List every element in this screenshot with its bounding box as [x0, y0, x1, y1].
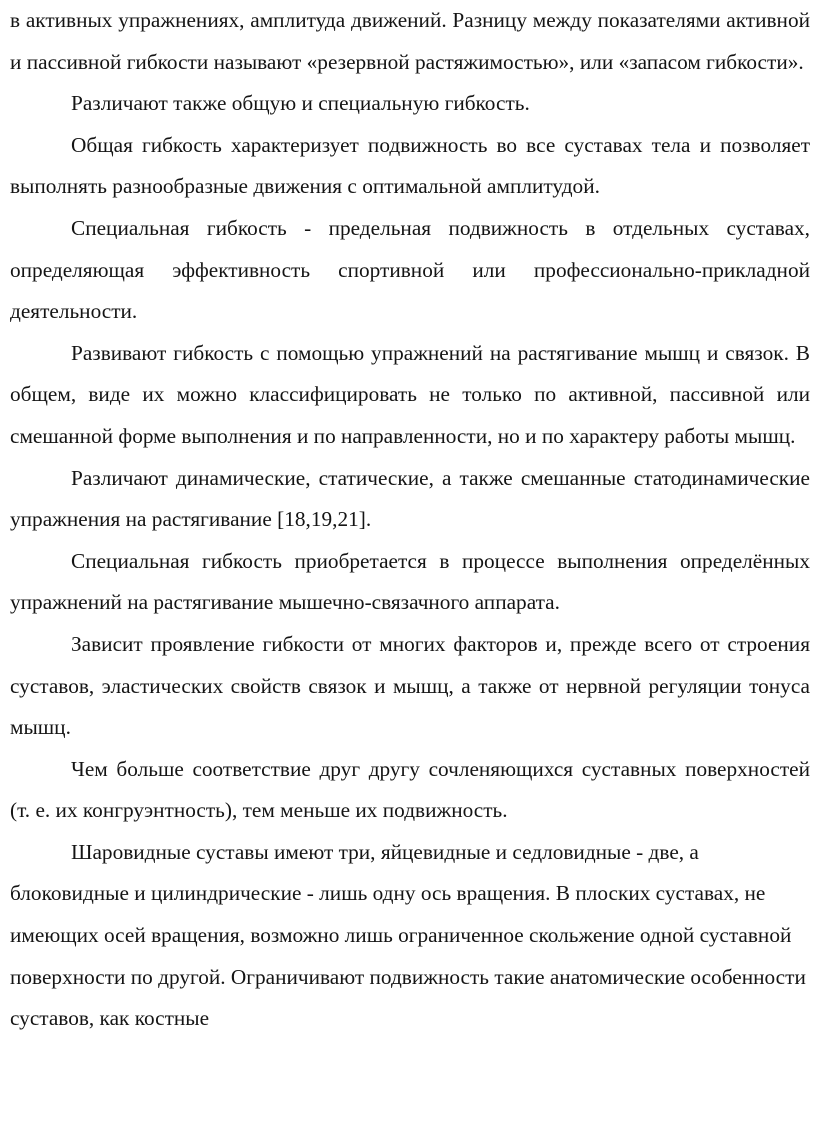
paragraph-joint-types: Шаровидные суставы имеют три, яйцевидные и седловидные - две, а блоковидные и цилиндрические - лишь одну ось вращения. В плоских суставах, не имеющих осей вращения, возможно лишь ограниченное скольжение одной суставной поверхности по другой. Ограничивают подвижность такие анатомические особенности суставов, как костные	[10, 839, 806, 1031]
paragraph-general-flexibility: Общая гибкость характеризует подвижность во все суставах тела и позволяет выполнять разнообразные движения с оптимальной амплитудой.	[10, 132, 810, 199]
paragraph-special-flexibility: Специальная гибкость - предельная подвижность в отдельных суставах, определяющая эффективность спортивной или профессионально-прикладной деятельности.	[10, 215, 810, 324]
paragraph-stretching-exercises: Развивают гибкость с помощью упражнений на растягивание мышц и связок. В общем, виде их можно классифицировать не только по активной, пассивной или смешанной форме выполнения и по направленности, но и по характеру работы мышц.	[10, 340, 810, 448]
paragraph-continuation: в активных упражнениях, амплитуда движений. Разницу между показателями активной и пассивной гибкости называют «резервной растяжимостью», или «запасом гибкости».	[10, 8, 810, 74]
paragraph-acquired-flexibility: Специальная гибкость приобретается в процессе выполнения определённых упражнений на растягивание мышечно-связачного аппарата.	[10, 548, 810, 615]
paragraph-joint-congruence: Чем больше соответствие друг другу сочленяющихся суставных поверхностей (т. е. их конгруэнтность), тем меньше их подвижность.	[10, 756, 810, 823]
paragraph-general-special-flexibility: Различают также общую и специальную гибкость.	[71, 91, 530, 116]
paragraph-flexibility-factors: Зависит проявление гибкости от многих факторов и, прежде всего от строения суставов, эластических свойств связок и мышц, а также от нервной регуляции тонуса мышц.	[10, 631, 810, 740]
paragraph-exercise-types: Различают динамические, статические, а также смешанные статодинамические упражнения на растягивание [18,19,21].	[10, 465, 810, 532]
document-page	[10, 0, 810, 1040]
